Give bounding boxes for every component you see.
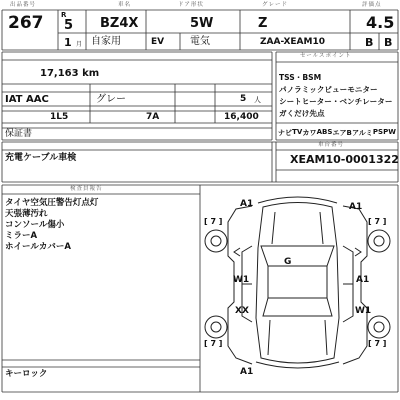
front-left-hub [211,236,221,246]
body-color: グレー [96,94,126,105]
front-right-hub [374,236,384,246]
seating-capacity: 5 [240,94,247,104]
damage-mark-windshield: G [284,257,292,267]
car-model: BZ4X [100,16,139,31]
damage-mark-rear: A1 [240,367,254,377]
car-left-side [228,206,252,364]
car-trunk-lines [268,320,327,355]
car-front-bumper [258,197,337,203]
tire-mark-front-left: [ 7 ] [204,217,223,226]
documents: 保証書 [5,129,33,139]
seating-capacity-unit: 人 [254,96,261,104]
damage-mark-left-rear-door: XX [235,306,249,316]
grade-header-label: グレード [262,2,289,8]
car-rear-window [263,298,332,316]
damage-mark-left-front-door: W1 [233,275,250,285]
fuel-code: EV [151,37,165,47]
vehicle-use: 自家用 [91,36,121,47]
transmission-ac: IAT AAC [5,94,49,105]
equipment-item: アルミ [351,129,373,137]
year-value: 5 [64,18,74,33]
mileage: 17,163 km [40,68,100,79]
car-windshield [261,246,334,266]
lot-header-label: 出品番号 [10,2,37,8]
inspector-note: ホイールカバーA [5,242,71,252]
damage-mark-right-front-door: A1 [356,275,370,285]
interior-grade: B [365,36,374,49]
inspector-note: タイヤ空気圧警告灯点灯 [5,198,99,208]
equipment-item: TV [292,128,303,136]
equipment-row [278,128,396,138]
equipment-item: PW [383,128,396,136]
equipment-item: PS [372,128,383,136]
lot-number: 267 [8,13,44,33]
sales-points-label: セールスポイント [300,53,352,59]
car-top-body [256,203,339,364]
rear-right-hub [374,322,384,332]
car-right-windows [343,246,353,322]
front-left-wheel [205,230,227,252]
equipment-item: エアB [332,129,352,137]
trim-code: 7A [146,112,160,122]
front-right-wheel [368,230,390,252]
model-header-label: 車名 [118,2,132,8]
sales-point: シートヒーター・ベンチレーター [279,97,393,106]
chassis-number-label: 車台番号 [318,142,345,148]
sales-point: パノラミックビューモニター [279,85,378,94]
year-month-unit: 月 [76,41,83,48]
tire-mark-rear-right: [ 7 ] [368,339,387,348]
score-header-label: 評価点 [362,2,382,8]
inspector-report-label: 検査員報告 [70,186,103,192]
damage-mark-front: A1 [240,199,254,209]
inspector-note: コンソール傷小 [5,220,65,230]
equipment-item: カワ [302,129,317,137]
sales-points-list [279,72,397,120]
exterior-grade: B [384,36,393,49]
equipment-item: ABS [316,128,333,136]
door-header-label: ドア形状 [178,2,204,8]
damage-mark-front-right: A1 [349,202,363,212]
chassis-number: XEAM10-0001322 [290,153,399,166]
inspector-note: 天張薄汚れ [5,209,48,219]
sales-point: TSS・BSM [279,73,322,82]
chassis-model: ZAA-XEAM10 [260,37,325,47]
car-hood-lines [272,212,323,244]
equipment-item: ナビ [278,129,292,137]
car-grade: Z [258,16,268,31]
rear-right-wheel [368,316,390,338]
car-rear-bumper [256,362,339,368]
door-type: 5W [190,16,214,31]
damage-mark-right-rear-door: W1 [355,306,372,316]
seller-note: キーロック [5,369,48,379]
rear-left-hub [211,322,221,332]
inspector-notes [5,198,197,253]
car-right-side [343,206,370,364]
car-right-mirror [355,248,361,256]
sales-point: ガくだけ先点 [279,109,325,118]
year-month: 1 [64,36,72,49]
tire-mark-front-right: [ 7 ] [368,217,387,226]
color-code: 1L5 [50,112,69,122]
year-era: R [61,11,67,19]
recycle-fee: 16,400 [224,112,259,122]
overall-score: 4.5 [366,13,395,32]
car-roof [268,266,327,298]
rear-left-wheel [205,316,227,338]
caution-note: 充電ケーブル車検 [5,153,77,163]
car-left-mirror [234,248,240,256]
inspector-note: ミラーA [5,231,38,241]
tire-mark-rear-left: [ 7 ] [204,339,223,348]
fuel-type: 電気 [190,36,210,47]
